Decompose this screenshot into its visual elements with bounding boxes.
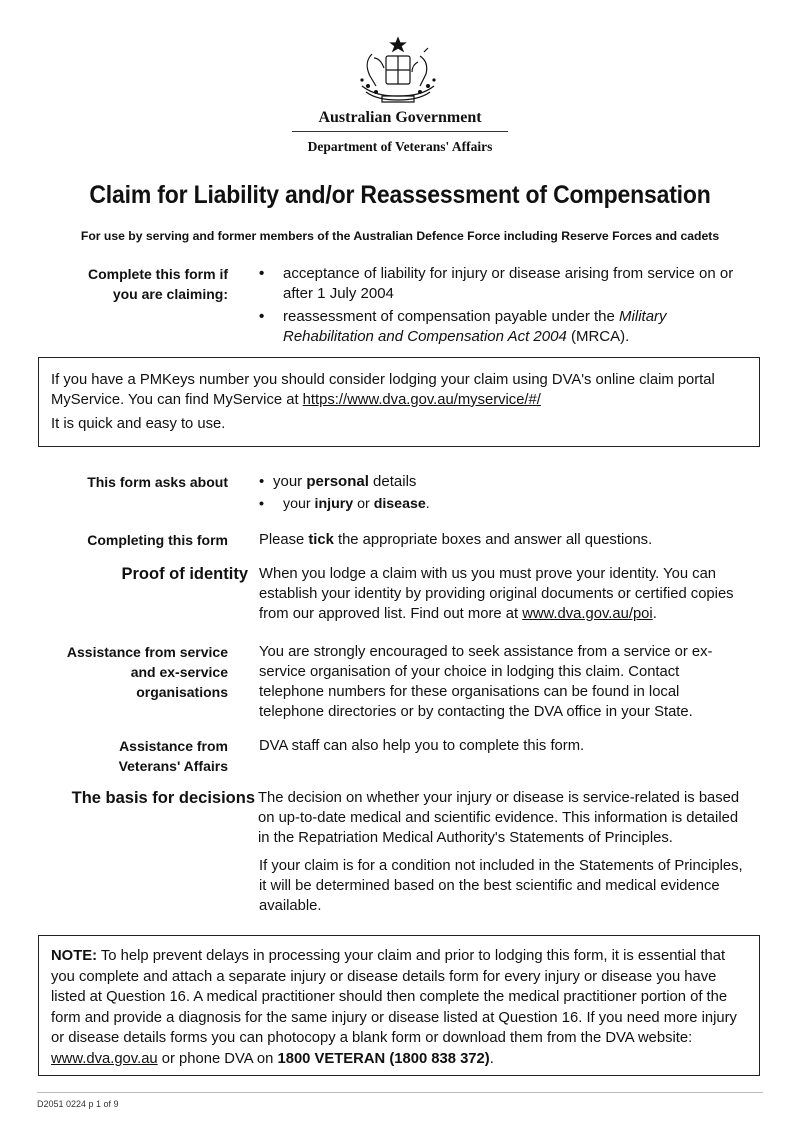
proof-text: When you lodge a claim with us you must prove your identity. You can establish your identity by providing original documents or certified copies from our approved list. Find out more at www.dva.gov.au/poi.: [259, 566, 734, 622]
complete-if-label: Complete this form if you are claiming:: [87, 266, 228, 302]
bullet-icon: •: [259, 473, 265, 490]
note-box: [38, 935, 760, 1076]
assistance-dva-text: DVA staff can also help you to complete this form.: [259, 738, 585, 754]
myservice-notice-box: [38, 357, 760, 447]
bullet-icon: •: [259, 308, 265, 325]
complete-if-bullet-2: • reassessment of compensation payable under the Military Rehabilitation and Compensation Act 2004 (MRCA).: [259, 308, 667, 345]
asks-about-item-personal: • your personal details: [259, 473, 417, 490]
completing-label: Completing this form: [87, 532, 228, 548]
complete-if-bullet-1: • acceptance of liability for injury or disease arising from service on or after 1 July 2004: [259, 265, 734, 302]
assistance-service-text: You are strongly encouraged to seek assistance from a service or ex-service organisation of your choice in lodging this claim. Contact telephone numbers for these organisations can be found in local telephone directories or by contacting the DVA office in your State.: [259, 644, 713, 720]
dva-website-link[interactable]: www.dva.gov.au: [51, 1050, 158, 1067]
australian-coat-of-arms-icon: [352, 36, 444, 110]
myservice-link[interactable]: https://www.dva.gov.au/myservice/#/: [302, 392, 541, 408]
basis-paragraph-2: If your claim is for a condition not included in the Statements of Principles, it will be determined based on the best scientific and medical evidence available.: [259, 858, 743, 914]
government-name: Australian Government: [318, 109, 482, 126]
completing-text: Please tick the appropriate boxes and answer all questions.: [259, 532, 653, 548]
header-divider: [292, 131, 508, 132]
assistance-dva-label: Assistance from Veterans' Affairs: [118, 738, 228, 774]
bullet-icon: •: [259, 496, 264, 512]
bullet-icon: •: [259, 265, 265, 282]
assistance-service-label: Assistance from service and ex-service organisations: [66, 644, 228, 700]
note-text: NOTE: To help prevent delays in processing your claim and prior to lodging this form, it is essential that you complete and attach a separate injury or disease details form for every injury or disease you have listed at Question 16. A medical practitioner should then complete the medical practitioner portion of the form and provide a diagnosis for the same injury or disease listed at Question 16. If you need more injury or disease details forms you can photocopy a blank form or download them from the DVA website: www.dva.gov.au or phone DVA on 1800 VETERAN (1800 838 372).: [51, 948, 737, 1067]
myservice-quick-text: It is quick and easy to use.: [51, 416, 226, 432]
asks-about-label: This form asks about: [87, 474, 228, 490]
page-title: Claim for Liability and/or Reassessment of Compensation: [89, 181, 711, 209]
asks-about-item-injury: • your injury or disease.: [259, 496, 430, 512]
form-code-footer: D2051 0224 p 1 of 9: [37, 1099, 119, 1109]
department-name: Department of Veterans' Affairs: [307, 139, 493, 154]
myservice-text: If you have a PMKeys number you should consider lodging your claim using DVA's online claim portal MyService. You can find MyService at https://www.dva.gov.au/myservice/#/: [51, 372, 715, 408]
poi-link[interactable]: www.dva.gov.au/poi: [522, 606, 653, 622]
basis-paragraph-1: The decision on whether your injury or disease is service-related is based on up-to-date medical and scientific evidence. This information is detailed in the Repatriation Medical Authority's Statements of Principles.: [258, 790, 740, 846]
proof-label: Proof of identity: [121, 565, 248, 583]
footer-divider: [37, 1092, 763, 1093]
page-subtitle: For use by serving and former members of the Australian Defence Force including Reserve Forces and cadets: [80, 229, 720, 243]
basis-label: The basis for decisions: [71, 789, 255, 807]
